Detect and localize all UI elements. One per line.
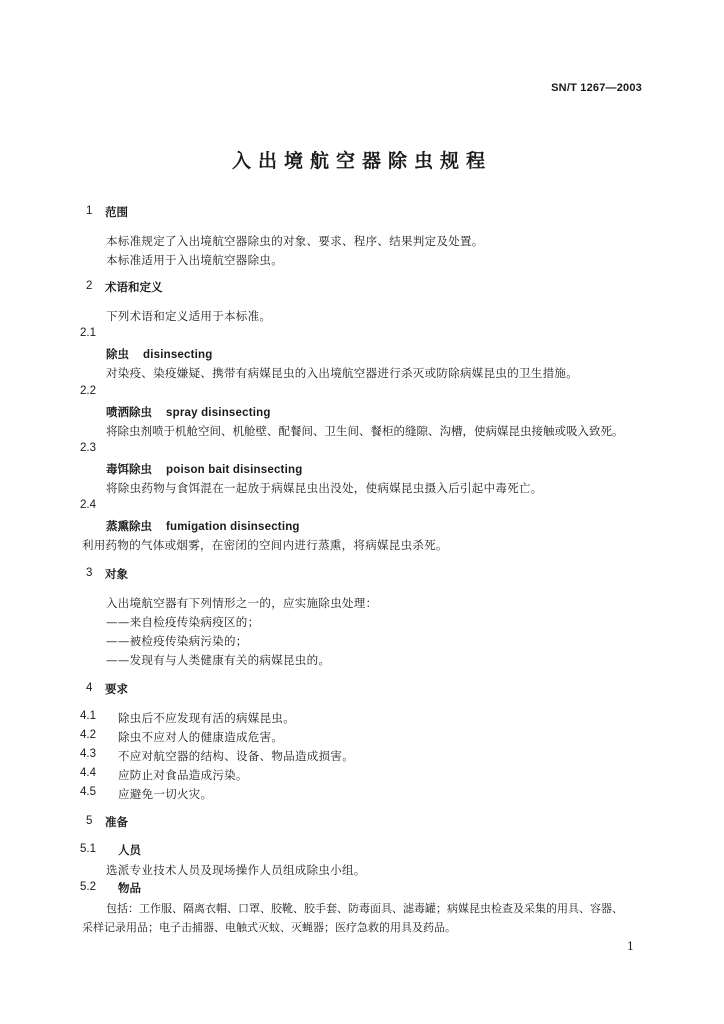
subsection-5-2-heading: 物品 bbox=[118, 881, 141, 895]
section-3-intro: 入出境航空器有下列情形之一的，应实施除虫处理： bbox=[106, 596, 378, 610]
term-2-2-en: spray disinsecting bbox=[166, 407, 271, 419]
section-1-heading: 范围 bbox=[105, 205, 128, 219]
section-2-heading: 术语和定义 bbox=[105, 280, 163, 294]
term-2-4-en: fumigation disinsecting bbox=[166, 521, 300, 533]
section-1-number: 1 bbox=[86, 205, 93, 217]
section-2-intro: 下列术语和定义适用于本标准。 bbox=[106, 309, 272, 323]
subsection-5-1-number: 5.1 bbox=[80, 843, 96, 855]
section-2-number: 2 bbox=[86, 280, 93, 292]
term-2-3 bbox=[106, 461, 302, 477]
term-2-1 bbox=[106, 346, 213, 362]
term-2-4-cn: 蒸熏除虫 bbox=[106, 519, 152, 533]
page-number: 1 bbox=[627, 940, 634, 953]
term-2-1-number: 2.1 bbox=[80, 327, 96, 339]
req-4-5-number: 4.5 bbox=[80, 786, 96, 798]
term-2-2-number: 2.2 bbox=[80, 385, 96, 397]
section-1-line-2: 本标准适用于入出境航空器除虫。 bbox=[106, 253, 283, 267]
subsection-5-1-heading: 人员 bbox=[118, 843, 141, 857]
section-3-item-2: ——被检疫传染病污染的； bbox=[106, 634, 248, 648]
term-2-3-definition: 将除虫药物与食饵混在一起放于病媒昆虫出没处，使病媒昆虫摄入后引起中毒死亡。 bbox=[106, 481, 543, 495]
term-2-4-definition: 利用药物的气体或烟雾，在密闭的空间内进行蒸熏，将病媒昆虫杀死。 bbox=[82, 538, 448, 552]
term-2-1-definition: 对染疫、染疫嫌疑、携带有病媒昆虫的入出境航空器进行杀灭或防除病媒昆虫的卫生措施。 bbox=[106, 366, 578, 380]
section-3-number: 3 bbox=[86, 567, 93, 579]
standard-number: SN/T 1267—2003 bbox=[551, 82, 642, 94]
term-2-3-number: 2.3 bbox=[80, 442, 96, 454]
subsection-5-2-line-1: 包括：工作服、隔离衣帽、口罩、胶靴、胶手套、防毒面具、滤毒罐；病媒昆虫检查及采集的用具、容器、 bbox=[106, 902, 623, 915]
subsection-5-2-line-2: 采样记录用品；电子击捕器、电触式灭蚊、灭蝇器；医疗急救的用具及药品。 bbox=[82, 921, 456, 934]
req-4-3-number: 4.3 bbox=[80, 748, 96, 760]
req-4-1-number: 4.1 bbox=[80, 710, 96, 722]
subsection-5-1-text: 选派专业技术人员及现场操作人员组成除虫小组。 bbox=[106, 863, 366, 877]
req-4-1-text: 除虫后不应发现有活的病媒昆虫。 bbox=[118, 711, 295, 725]
req-4-3-text: 不应对航空器的结构、设备、物品造成损害。 bbox=[118, 749, 354, 763]
term-2-2-definition: 将除虫剂喷于机舱空间、机舱壁、配餐间、卫生间、餐柜的缝隙、沟槽，使病媒昆虫接触或吸入致死。 bbox=[106, 424, 624, 438]
section-4-heading: 要求 bbox=[105, 682, 128, 696]
section-4-number: 4 bbox=[86, 682, 93, 694]
term-2-2-cn: 喷洒除虫 bbox=[106, 405, 152, 419]
section-5-number: 5 bbox=[86, 815, 93, 827]
term-2-4 bbox=[106, 518, 300, 534]
document-title: 入出境航空器除虫规程 bbox=[231, 150, 492, 172]
subsection-5-2-number: 5.2 bbox=[80, 881, 96, 893]
term-2-1-en: disinsecting bbox=[143, 349, 213, 361]
req-4-5-text: 应避免一切火灾。 bbox=[118, 787, 213, 801]
req-4-4-text: 应防止对食品造成污染。 bbox=[118, 768, 248, 782]
term-2-3-en: poison bait disinsecting bbox=[166, 464, 303, 476]
term-2-2 bbox=[106, 404, 271, 420]
section-3-item-3: ——发现有与人类健康有关的病媒昆虫的。 bbox=[106, 653, 331, 667]
req-4-2-text: 除虫不应对人的健康造成危害。 bbox=[118, 730, 284, 744]
req-4-2-number: 4.2 bbox=[80, 729, 96, 741]
req-4-4-number: 4.4 bbox=[80, 767, 96, 779]
term-2-4-number: 2.4 bbox=[80, 499, 96, 511]
term-2-3-cn: 毒饵除虫 bbox=[106, 462, 152, 476]
section-5-heading: 准备 bbox=[105, 815, 128, 829]
term-2-1-cn: 除虫 bbox=[106, 347, 129, 361]
section-3-heading: 对象 bbox=[105, 567, 128, 581]
section-3-item-1: ——来自检疫传染病疫区的； bbox=[106, 615, 260, 629]
section-1-line-1: 本标准规定了入出境航空器除虫的对象、要求、程序、结果判定及处置。 bbox=[106, 234, 484, 248]
